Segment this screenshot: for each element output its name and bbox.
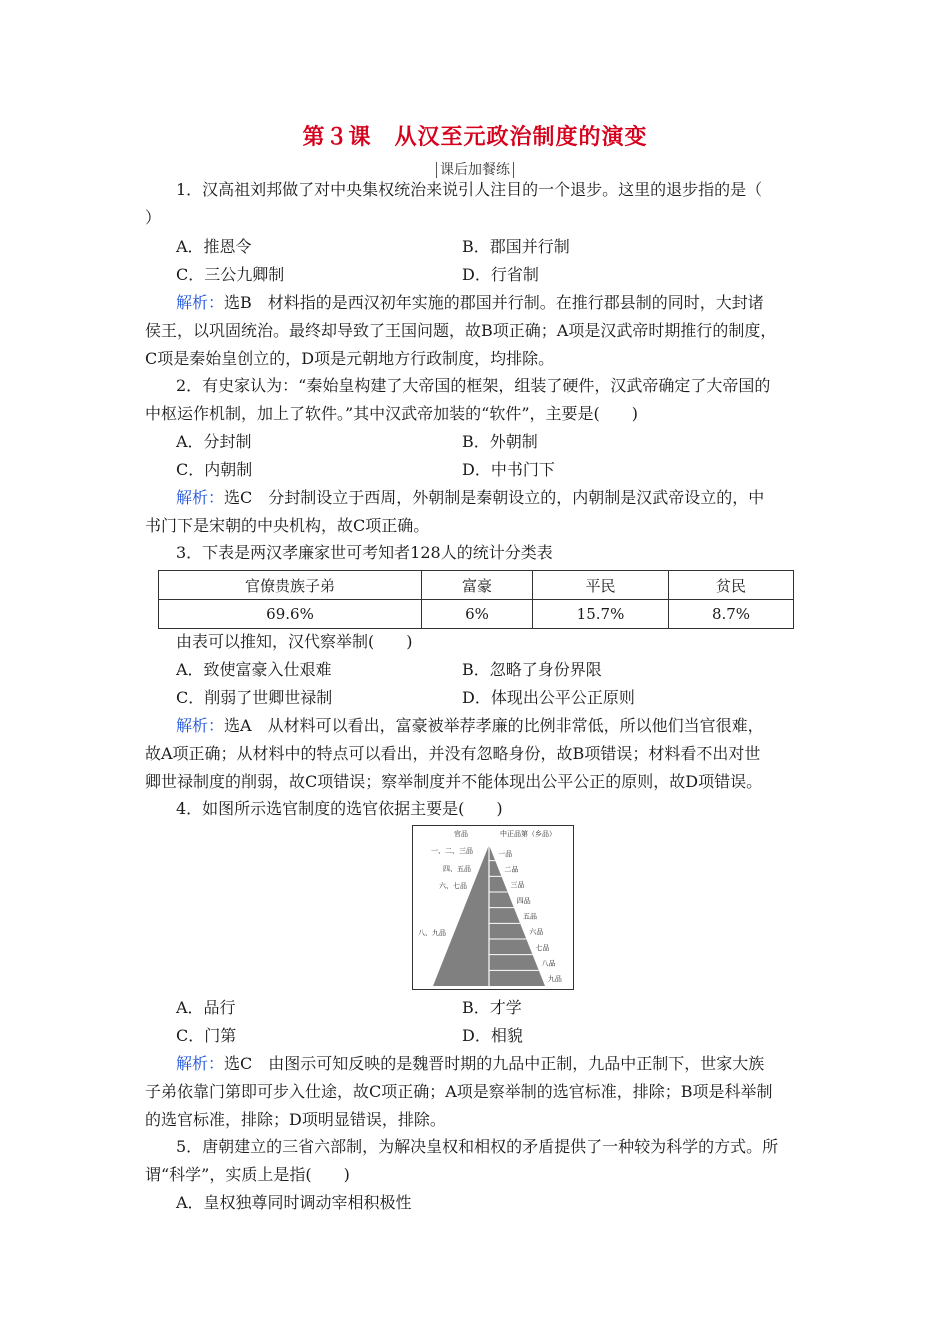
q1-option-b: B．郡国并行制 (462, 237, 570, 256)
nine-rank-pyramid-figure (412, 825, 574, 990)
q1-option-c: C．三公九卿制 (176, 265, 285, 284)
q5-stem-line1: 5．唐朝建立的三省六部制，为解决皇权和相权的矛盾提供了一种较为科学的方式。所 (176, 1137, 779, 1156)
table-cell: 15.7% (533, 600, 669, 629)
q3-explanation-line2: 故A项正确；从材料中的特点可以看出，并没有忽略身份，故B项错误；材料看不出对世 (145, 744, 761, 763)
table-header-cell: 富豪 (422, 571, 533, 600)
q4-explanation-label: 解析： (176, 1054, 225, 1073)
q2-option-c: C．内朝制 (176, 460, 253, 479)
right-rank-label: 五品 (523, 912, 537, 921)
subtitle-text: 课后加餐练 (436, 162, 514, 178)
q1-explanation-text1: 选B 材料指的是西汉初年实施的郡国并行制。在推行郡县制的同时，大封诸 (224, 293, 764, 312)
q3-explanation-line1 (176, 716, 764, 736)
q4-option-b: B．才学 (462, 998, 522, 1017)
q4-explanation-line1 (176, 1054, 764, 1074)
right-rank-label: 九品 (547, 975, 562, 984)
q3-explanation-label: 解析： (176, 716, 225, 735)
right-rank-label: 六品 (529, 928, 544, 937)
q1-stem-line2: ） (145, 208, 162, 227)
left-rank-label: 八、九品 (418, 929, 446, 937)
q2-option-b: B．外朝制 (462, 432, 538, 451)
q2-explanation-label: 解析： (176, 488, 225, 507)
q1-explanation-line2: 侯王，以巩固统治。最终却导致了王国问题，故B项正确；A项是汉武帝时期推行的制度， (145, 321, 777, 340)
table-header-cell: 平民 (533, 571, 669, 600)
section-subtitle (0, 159, 950, 179)
lesson-title: 第３课 从汉至元政治制度的演变 (302, 125, 648, 150)
left-rank-label: 一、二、三品 (431, 847, 473, 855)
q2-stem-line2: 中枢运作机制，加上了软件。”其中汉武帝加装的“软件”，主要是( ) (145, 404, 639, 423)
right-rank-label: 四品 (516, 896, 531, 905)
q1-option-a: A．推恩令 (176, 237, 252, 256)
table-cell: 6% (422, 600, 533, 629)
q4-explanation-text1: 选C 由图示可知反映的是魏晋时期的九品中正制，九品中正制下，世家大族 (224, 1054, 765, 1073)
left-header-label: 官品 (454, 830, 468, 838)
q1-stem-line1: 1．汉高祖刘邦做了对中央集权统治来说引人注目的一个退步。这里的退步指的是（ (176, 180, 763, 199)
q3-explanation-text1: 选A 从材料可以看出，富豪被举荐孝廉的比例非常低，所以他们当官很难， (224, 716, 764, 735)
q3-option-a: A．致使富豪入仕艰难 (176, 660, 332, 679)
pyramid-diagram (413, 826, 573, 989)
table-header-row (159, 571, 794, 600)
q4-option-d: D．相貌 (462, 1026, 523, 1045)
right-rank-label: 一品 (498, 849, 513, 858)
q4-option-c: C．门第 (176, 1026, 237, 1045)
q3-explanation-line3: 卿世禄制度的削弱，故C项错误；察举制度并不能体现出公平公正的原则，故D项错误。 (145, 772, 763, 791)
left-rank-label: 六、七品 (439, 882, 467, 890)
q3-stem-line1: 3．下表是两汉孝廉家世可考知者128人的统计分类表 (176, 543, 553, 562)
q3-option-c: C．削弱了世卿世禄制 (176, 688, 333, 707)
q4-stem-line1: 4．如图所示选官制度的选官依据主要是( ) (176, 799, 503, 818)
q4-explanation-line3: 的选官标准，排除；D项明显错误，排除。 (145, 1110, 446, 1129)
right-header-label: 中正品第（乡品） (500, 830, 556, 838)
q3-statistics-table (158, 570, 794, 629)
right-rank-label: 二品 (504, 865, 519, 874)
q4-explanation-line2: 子弟依靠门第即可步入仕途，故C项正确；A项是察举制的选官标准，排除；B项是科举制 (145, 1082, 773, 1101)
q2-explanation-line1 (176, 488, 764, 508)
right-rank-label: 三品 (510, 881, 525, 890)
q2-explanation-line2: 书门下是宋朝的中央机构，故C项正确。 (145, 516, 430, 535)
q3-option-d: D．体现出公平公正原则 (462, 688, 635, 707)
table-row (159, 600, 794, 629)
q3-stem-line2: 由表可以推知，汉代察举制( ) (176, 632, 413, 651)
table-header-cell: 官僚贵族子弟 (159, 571, 422, 600)
q1-option-d: D．行省制 (462, 265, 539, 284)
q1-explanation-label: 解析： (176, 293, 225, 312)
table-cell: 69.6% (159, 600, 422, 629)
q1-explanation-line1 (176, 293, 764, 313)
q5-stem-line2: 谓“科学”，实质上是指( ) (145, 1165, 350, 1184)
table-cell: 8.7% (669, 600, 794, 629)
right-rank-label: 八品 (541, 959, 556, 968)
q2-option-d: D．中书门下 (462, 460, 555, 479)
q3-option-b: B．忽略了身份界限 (462, 660, 602, 679)
left-rank-label: 四、五品 (443, 865, 471, 873)
q5-option-a: A．皇权独尊同时调动宰相积极性 (176, 1193, 412, 1212)
q2-stem-line1: 2．有史家认为：“秦始皇构建了大帝国的框架，组装了硬件，汉武帝确定了大帝国的 (176, 376, 771, 395)
q1-explanation-line3: C项是秦始皇创立的，D项是元朝地方行政制度，均排除。 (145, 349, 555, 368)
q2-option-a: A．分封制 (176, 432, 252, 451)
q4-option-a: A．品行 (176, 998, 236, 1017)
right-rank-label: 七品 (535, 943, 550, 952)
q2-explanation-text1: 选C 分封制设立于西周，外朝制是秦朝设立的，内朝制是汉武帝设立的，中 (224, 488, 765, 507)
table-header-cell: 贫民 (669, 571, 794, 600)
